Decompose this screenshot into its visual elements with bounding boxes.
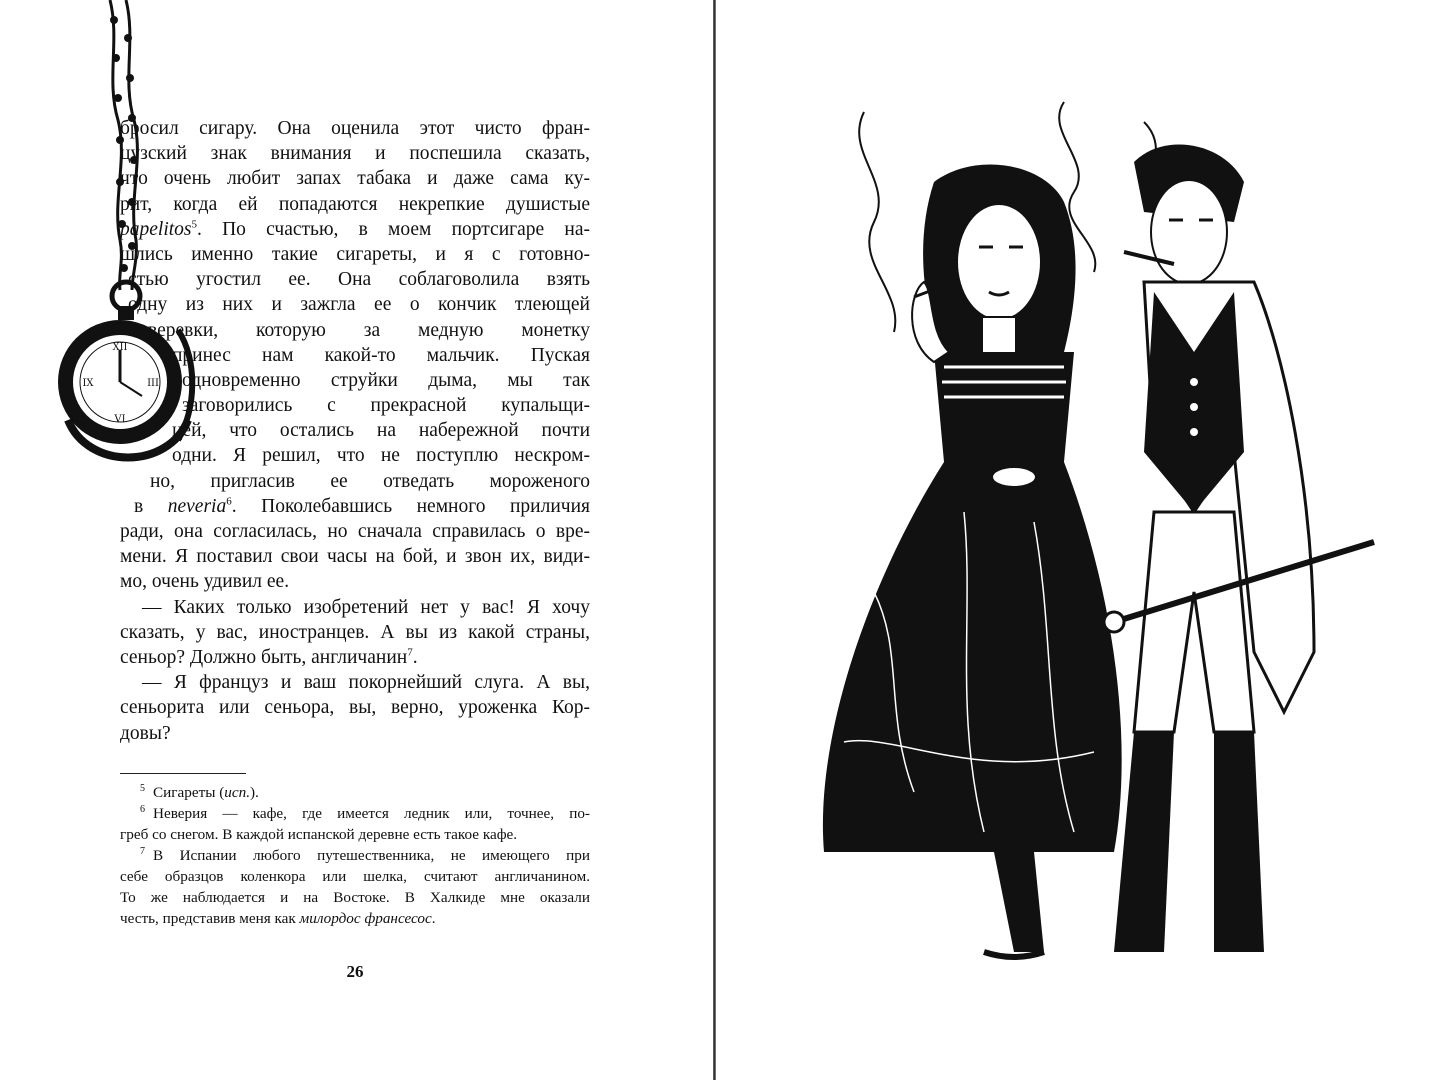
- body-line: [172, 418, 590, 443]
- body-line: [120, 620, 590, 645]
- text-run: принес нам какой-то мальчик. Пуская: [172, 344, 590, 366]
- body-line: [120, 242, 590, 267]
- body-line: [120, 595, 590, 620]
- svg-text:III: III: [147, 378, 159, 389]
- left-page: [0, 0, 714, 1080]
- couple-illustration: [814, 92, 1384, 972]
- body-line: [120, 166, 590, 191]
- footnote-line: [120, 908, 590, 929]
- italic-text: исп.: [224, 784, 250, 801]
- body-line: [150, 469, 590, 494]
- text-run: . Поколебавшись немного приличия: [231, 495, 590, 517]
- text-run: греб со снегом. В каждой испанской деревне есть такое кафе.: [120, 826, 518, 843]
- body-line: [148, 318, 590, 343]
- text-run: рит, когда ей попадаются некрепкие душистые: [120, 193, 590, 215]
- text-run: заговорились с прекрасной купальщи-: [182, 395, 590, 417]
- text-run: цей, что остались на набережной почти: [172, 420, 590, 442]
- footnote-line: [120, 866, 590, 887]
- body-line: [120, 645, 590, 670]
- svg-text:VI: VI: [114, 414, 126, 425]
- footnote-line: [120, 803, 590, 824]
- text-run: но, пригласив ее отведать мороженого: [150, 470, 590, 492]
- italic-text: papelitos: [120, 218, 192, 240]
- body-line: [120, 141, 590, 166]
- text-run: мо, очень удивил ее.: [120, 571, 290, 593]
- body-line: [172, 443, 590, 468]
- body-line: [120, 519, 590, 544]
- text-run: веревки, которую за медную монетку: [148, 319, 590, 341]
- body-text: [120, 116, 590, 746]
- text-run: Неверия — кафе, где имеется ледник или, точнее, по-: [153, 805, 590, 822]
- text-run: сеньор? Должно быть, англичанин: [120, 646, 408, 668]
- text-run: сеньорита или сеньора, вы, верно, уроженка Кор-: [120, 697, 590, 719]
- svg-text:XII: XII: [112, 342, 128, 353]
- text-run: ).: [250, 784, 259, 801]
- text-run: — Я француз и ваш покорнейший слуга. А вы,: [142, 672, 590, 694]
- body-line: [182, 393, 590, 418]
- text-run: шлись именно такие сигареты, и я с готовно-: [120, 243, 590, 265]
- italic-text: милордос франсесос: [299, 910, 432, 927]
- body-line: [120, 192, 590, 217]
- footnote-line: [120, 887, 590, 908]
- footnote-separator: [120, 773, 246, 774]
- body-line: [182, 368, 590, 393]
- body-line: [134, 494, 590, 519]
- text-run: В Испании любого путешественника, не имеющего при: [153, 847, 590, 864]
- page-number: 26: [346, 962, 364, 981]
- text-run: То же наблюдается и на Востоке. В Халкиде мне оказали: [120, 889, 590, 906]
- text-run: .: [431, 910, 436, 927]
- footnote-number: 7: [140, 845, 145, 857]
- body-line: [120, 116, 590, 141]
- text-run: ради, она согласилась, но сначала справилась о вре-: [120, 521, 590, 542]
- footnote-number: 5: [140, 782, 145, 794]
- text-run: довы?: [120, 722, 171, 744]
- footnote-line: [120, 824, 590, 845]
- italic-text: neveria: [167, 495, 227, 517]
- text-run: что очень любит запах табака и даже сама ку-: [120, 168, 590, 190]
- body-line: [120, 569, 590, 594]
- footnote-ref: 6: [226, 495, 232, 508]
- text-run: одновременно струйки дыма, мы так: [182, 369, 590, 391]
- body-line: [120, 695, 590, 720]
- body-line: [128, 292, 590, 317]
- text-run: стью угостил ее. Она соблаговолила взять: [128, 269, 590, 291]
- text-run: .: [412, 646, 418, 668]
- text-run: бросил сигару. Она оценила этот чисто фран-: [120, 118, 590, 139]
- footnote-line: [120, 845, 590, 866]
- svg-text:IX: IX: [82, 378, 94, 389]
- body-line: [120, 721, 590, 746]
- text-run: сказать, у вас, иностранцев. А вы из какой страны,: [120, 621, 590, 643]
- text-run: в: [134, 495, 168, 517]
- text-run: себе образцов коленкора или шелка, считают англичанином.: [120, 868, 590, 885]
- text-run: одну из них и зажгла ее о кончик тлеющей: [128, 294, 590, 316]
- text-run: . По счастью, в моем портсигаре на-: [197, 218, 590, 240]
- body-line: [172, 343, 590, 368]
- text-run: Сигареты (: [153, 784, 225, 801]
- body-line: [120, 670, 590, 695]
- text-run: мени. Я поставил свои часы на бой, и звон их, види-: [120, 546, 590, 568]
- text-run: цузский знак внимания и поспешила сказать,: [120, 143, 590, 165]
- body-line: [128, 267, 590, 292]
- footnote-number: 6: [140, 803, 145, 815]
- text-run: — Каких только изобретений нет у вас! Я хочу: [142, 596, 590, 618]
- footnote-ref: 7: [407, 646, 413, 659]
- text-run: одни. Я решил, что не поступлю нескром-: [172, 445, 590, 467]
- text-run: честь, представив меня как: [120, 910, 300, 927]
- footnote-ref: 5: [191, 218, 197, 231]
- body-line: [120, 544, 590, 569]
- footnotes: [120, 782, 590, 929]
- body-line: [120, 217, 590, 242]
- book-gutter: [713, 0, 716, 1080]
- footnote-line: [120, 782, 590, 803]
- right-page: [718, 0, 1432, 1080]
